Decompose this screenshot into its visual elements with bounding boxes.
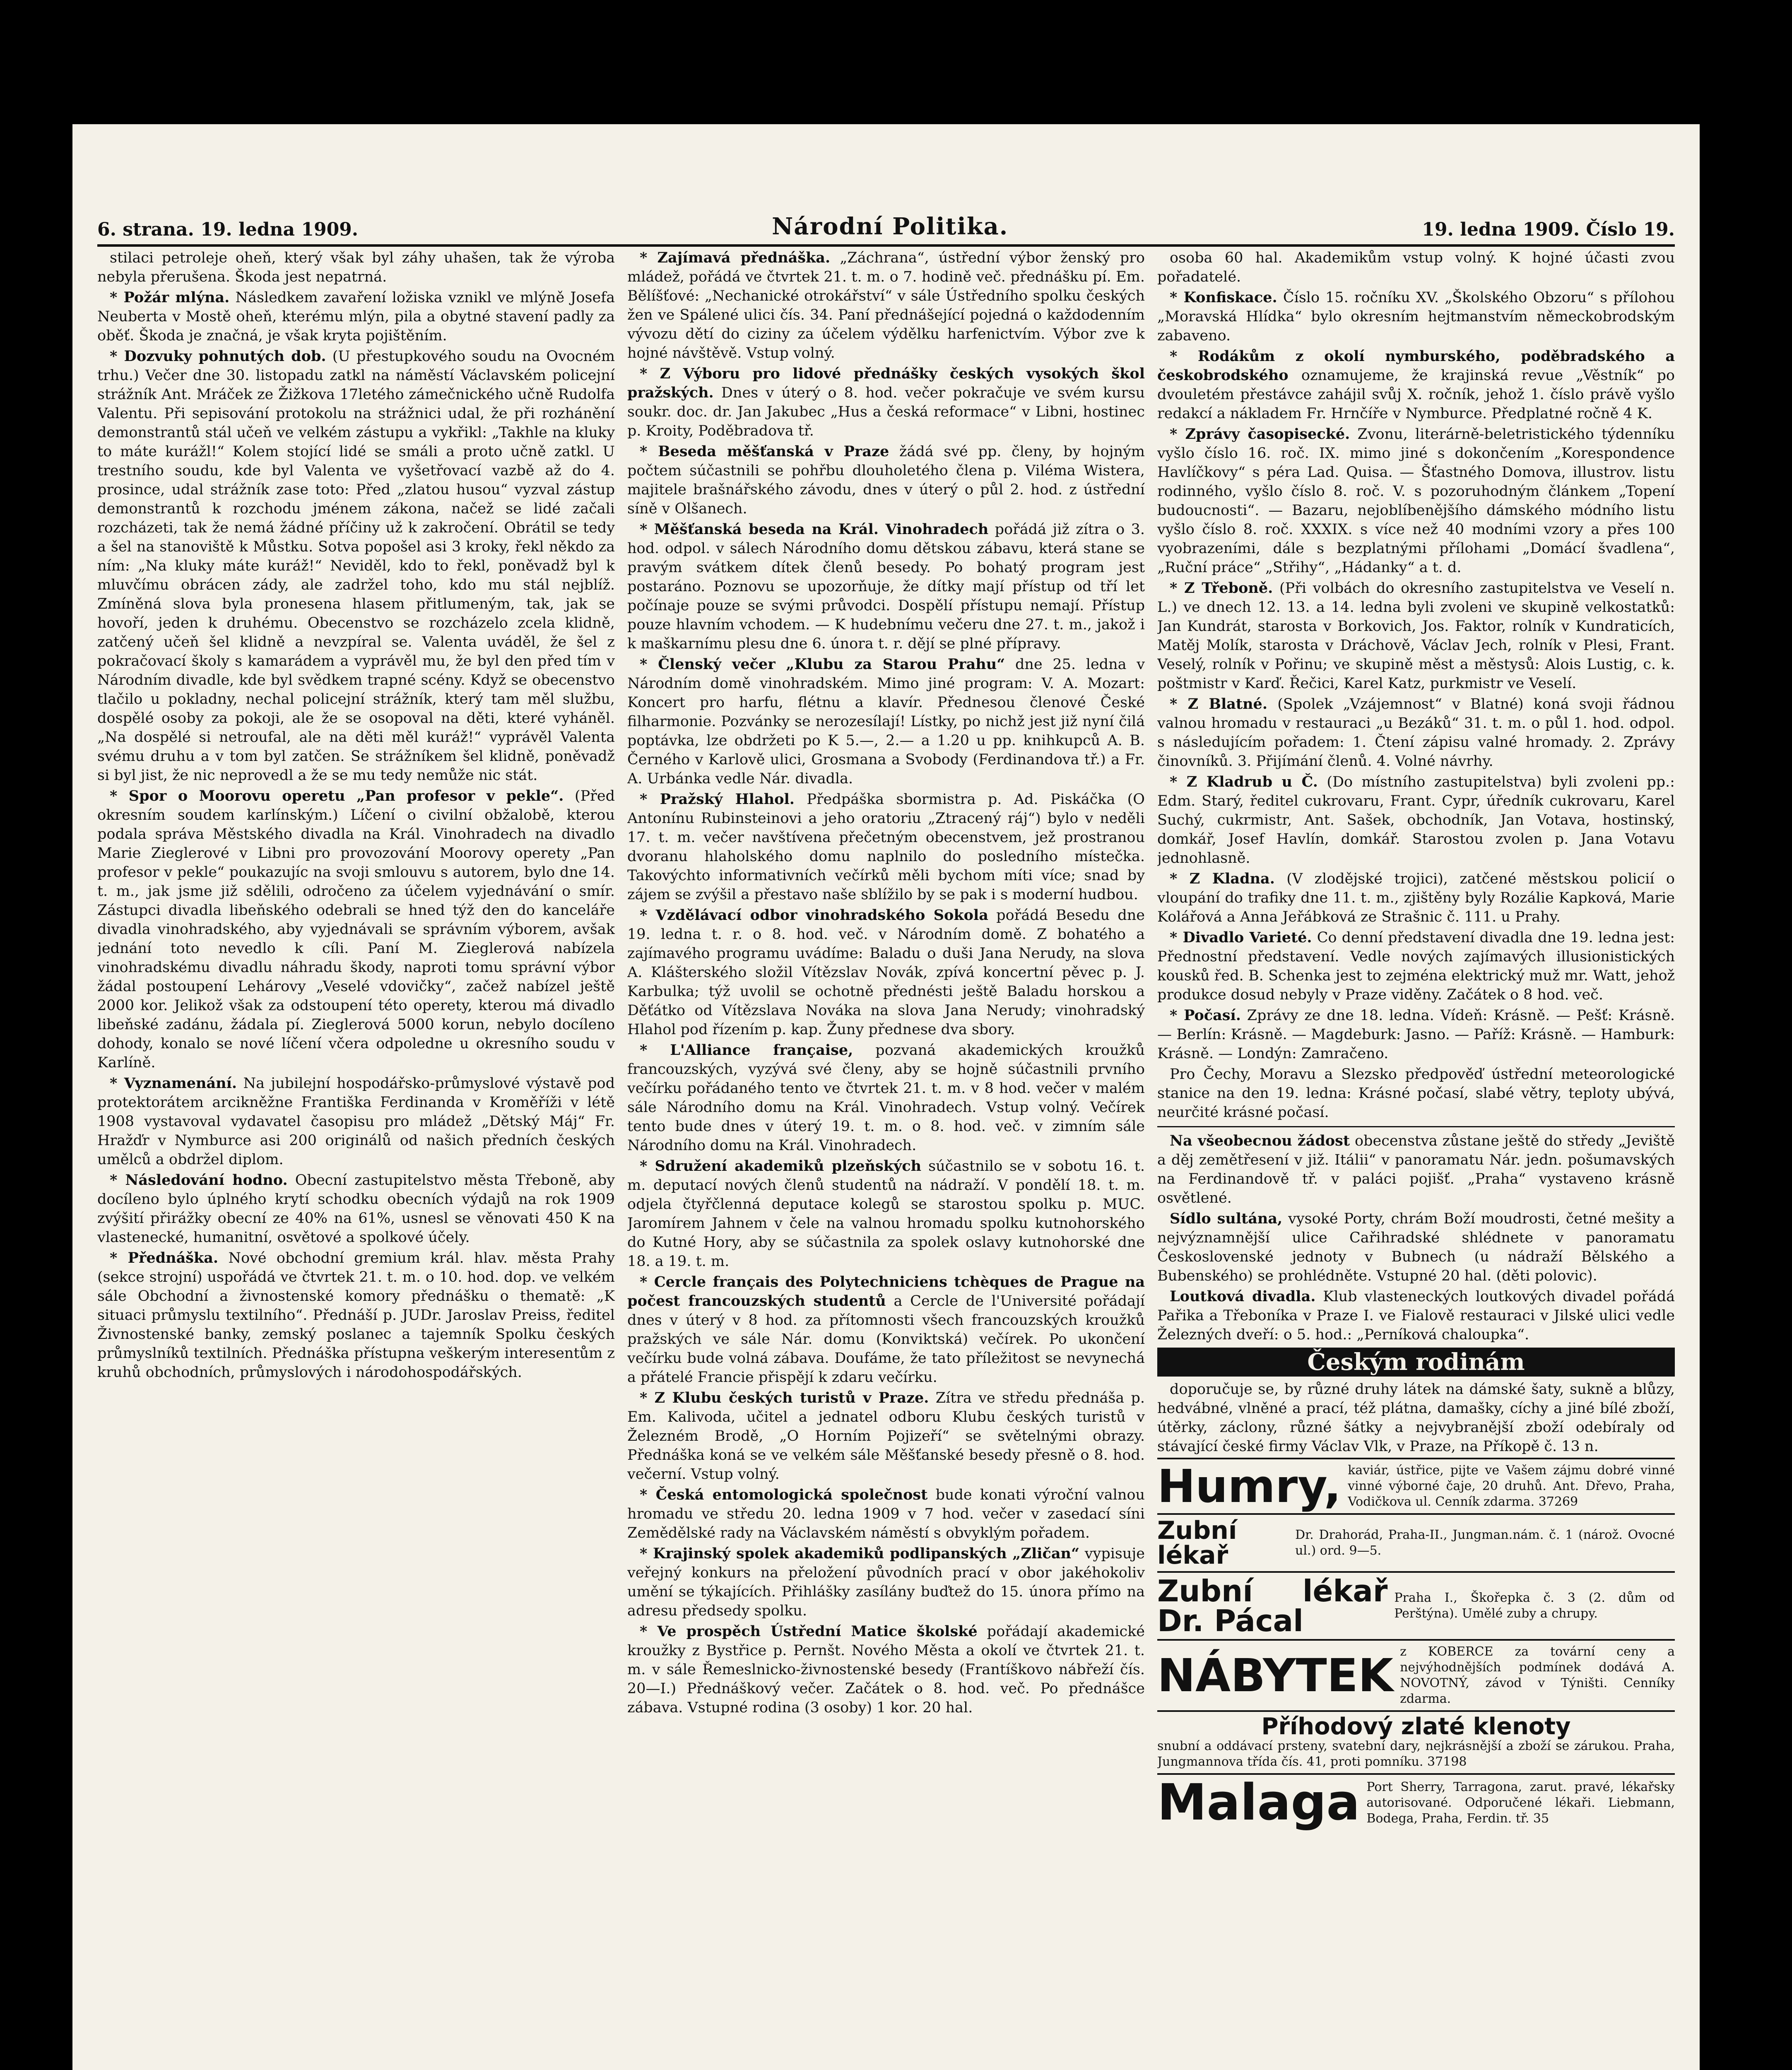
article-text: Zvonu, literárně-beletristického týdenníku vyšlo číslo 16. roč. IX. mimo jiné s dokončením „Korespondence Havlíčkovy“ s péra Lad. Quisa. — Šťastného Domova, illustrov. listu rodinného, vyšlo číslo 8. roč. V. s pozoruhodným článkem „Topení budoucnosti“. — Bazaru, nejoblíbenějšího dámského módního listu vyšlo číslo 8. roč. XXXIX. s více než 40 modními vzory a přes 100 vyobrazeními, dále s bezplatnými přílohami „Domácí švadlena“, „Ruční práce“ „Střihy“, „Hádanky“ a t. d. (1157, 426, 1675, 576)
article-heading: * Pražský Hlahol. (640, 791, 795, 808)
article (627, 1622, 1145, 1717)
ad-text: Dr. Drahorád, Praha-II., Jungman.nám. č. 1 (nárož. Ovocné ul.) ord. 9—5. (1295, 1528, 1675, 1558)
article-heading: * Krajinský spolek akademiků podlipanských „Zličan“ (640, 1545, 1080, 1562)
article-heading: * Z Kladna. (1170, 870, 1275, 887)
article-text: Na jubilejní hospodářsko-průmyslové výstavě pod protektorátem arcikněžne Františka Ferdinanda v Kroměříži v létě 1908 vystavoval vydavatel časopisu pro mládež „Dětský Máj“ Fr. Hražďr v Nymburce asi 200 originálů od našich předních českých umělců a obdržel diplom. (97, 1075, 615, 1168)
divider (1157, 1126, 1675, 1127)
article (1157, 1006, 1675, 1063)
article (1157, 1131, 1675, 1208)
article-text: dne 25. ledna v Národním domě vinohradském. Mimo jiné program: V. A. Mozart: Koncert pro harfu, flétnu a klavír. Přednesou členové České filharmonie. Pozvánky se nerozesílají! Lístky, po nichž jest již nyní čilá poptávka, lze obdržeti po K 5.—, 2.— a 1.20 u pp. knihkupců A. B. Černého v Karlově ulici, Grosmana a Svobody (Ferdinandova tř.) a Fr. A. Urbánka vedle Nár. divadla. (627, 656, 1145, 787)
article-heading: * Rodákům z okolí nymburského, poděbradského a českobrodského (1157, 348, 1675, 384)
article-heading: * Vyznamenání. (110, 1075, 237, 1092)
article-text: „Záchrana“, ústřední výbor ženský pro mládež, pořádá ve čtvrtek 21. t. m. o 7. hodině več. přednášku pí. Em. Bělíšťové: „Nechanické otrokářství“ v sále Ústředního spolku českých žen ve Spálené ulici čís. 34. Paní přednášející pojedná o každodenním vývozu dětí do ciziny za účelem výdělku harfenictvím. Výbor zve k hojné návštěvě. Vstup volný. (627, 250, 1145, 361)
ad-title: Humry, (1157, 1460, 1342, 1513)
article-text: stilaci petroleje oheň, který však byl záhy uhašen, tak že výroba nebyla přerušena. Škoda jest nepatrná. (97, 250, 615, 285)
article-text: Klub vlasteneckých loutkových divadel pořádá Pařika a Třeboníka v Praze I. ve Fialově restauraci v Jilské ulici vedle Železných dveří: o 5. hod.: „Perníková chaloupka“. (1157, 1288, 1675, 1343)
article-text: Zítra ve středu přednáša p. Em. Kalivoda, učitel a jednatel odboru Klubu českých turistů v Železném Brodě, „O Horním Pojizeří“ se světelnými obrazy. Přednáška koná se ve velkém sále Měšťanské besedy přesně o 8. hod. večerní. Vstup volný. (627, 1390, 1145, 1483)
article (97, 288, 615, 345)
ad-title: Příhodový zlaté klenoty (1261, 1713, 1571, 1740)
article-text: (Při volbách do okresního zastupitelstva ve Veselí n. L.) ve dnech 12. 13. a 14. ledna byli zvoleni ve skupině velkostatků: Jan Kundrát, starosta v Borkovich, Jos. Faktor, rolník v Kundraticích, Matěj Molík, starosta v Dráchově, Václav Jech, rolník v Plesi, Frant. Veselý, rolník v Pořinu; ve skupině měst a městysů: Alois Lustig, c. k. poštmistr v Karď. Řečici, Karel Katz, purkmistr ve Veselí. (1157, 580, 1675, 692)
article-text: (Do místního zastupitelstva) byli zvoleni pp.: Edm. Starý, ředitel cukrovaru, Frant. Cypr, úředník cukrovaru, Karel Suchý, cukrmistr, Ant. Sašek, obchodník, Jan Votava, hostinský, domkář, Josef Havlín, domkář. Starostou zvolen p. Jana Votavu jednohlasně. (1157, 774, 1675, 867)
column-3 (1157, 248, 1675, 2070)
article-text: (Spolek „Vzájemnost“ v Blatné) koná svoji řádnou valnou hromadu v restauraci „u Bezáků“ 31. t. m. o půl 1. hod. odpol. s následujícím pořadem: 1. Čtení zápisu valné hromady. 2. Zprávy činovníků. 3. Přijímání členů. 4. Volné návrhy. (1157, 696, 1675, 770)
article (1157, 1209, 1675, 1285)
newspaper-page (72, 124, 1700, 2070)
ad-furniture (1157, 1639, 1675, 1710)
article (1157, 869, 1675, 927)
article-text: Číslo 15. ročníku XV. „Školského Obzoru“ s přílohou „Moravská Hlídka“ bylo okresním hejtmanstvím německobrodským zabaveno. (1157, 289, 1675, 344)
article-heading: * Z Výboru pro lidové přednášky českých vysokých škol pražských. (627, 365, 1145, 401)
article (627, 1157, 1145, 1271)
article-heading: * Z Blatné. (1170, 696, 1268, 712)
article (1157, 579, 1675, 693)
article (1157, 1287, 1675, 1344)
ad-text: Praha I., Škořepka č. 3 (2. dům od Perštýna). Umělé zuby a chrupy. (1394, 1591, 1675, 1621)
article-heading: * Členský večer „Klubu za Starou Prahu“ (640, 656, 1005, 673)
ad-text: doporučuje se, by různé druhy látek na dámské šaty, sukně a blůzy, hedvábné, vlněné a prací, též plátna, damašky, cíchy a jiné bílé zboží, útěrky, záclony, různé šátky a nejvybranější zboží odebíraly od stávající české firmy Václav Vlk, v Praze, na Příkopě č. 13 n. (1157, 1381, 1675, 1455)
article-heading: * Z Třeboně. (1170, 580, 1273, 597)
ad-banner: Českým rodinám (1157, 1348, 1675, 1377)
article (627, 364, 1145, 440)
article-text: Co denní představení divadla dne 19. ledna jest: Přednostní představení. Vedle nových zajímavých illusionistických kousků řed. B. Schenka jest to zejména elektrický muž mr. Watt, jehož produkce dosud nebyly v Praze viděny. Začátek o 8 hod. več. (1157, 929, 1675, 1003)
page-header (97, 207, 1675, 247)
ad-dentist-1 (1157, 1513, 1675, 1571)
article (1157, 928, 1675, 1004)
article-heading: * Spor o Moorovu operetu „Pan profesor v pekle“. (110, 787, 564, 804)
article (1157, 773, 1675, 868)
ad-text: snubní a oddávací prsteny, svatební dary, nejkrásnější a zboží se zárukou. Praha, Jungmannova třída čís. 41, proti pomníku. 37198 (1157, 1739, 1675, 1769)
article-text: súčastnilo se v sobotu 16. t. m. deputací nových členů studentů na nádraží. V pondělí 18. t. m. odjela čtyřčlenná deputace kolegů se starostou spolku p. MUC. Jaromírem Jahnem v čele na valnou hromadu spolku kutnohorského do Kutné Hory, aby se súčastnila za spolek oslavy kutnohorské dne 18. a 19. t. m. (627, 1158, 1145, 1270)
header-right: 19. ledna 1909. Číslo 19. (1422, 219, 1675, 240)
article-text: osoba 60 hal. Akademikům vstup volný. K hojné účasti zvou pořadatelé. (1157, 250, 1675, 285)
ad-text: kaviár, ústřice, pijte ve Vašem zájmu dobré vinné vinné výborné čaje, 20 druhů. Ant. Dřevo, Praha, Vodičkova ul. Cenník zdarma. 37269 (1348, 1463, 1675, 1509)
article (627, 655, 1145, 788)
article-heading: Na všeobecnou žádost (1170, 1132, 1350, 1149)
article-text: obecenstva zůstane ještě do středy „Jeviště a děj zemětřesení v již. Itálii“ v panoramatu Nár. jedn. pošumavských na Ferdinandově tř. v paláci pojišť. „Praha“ vystaveno krásně osvětlené. (1157, 1133, 1675, 1206)
article-text: Nové obchodní gremium král. hlav. města Prahy (sekce strojní) uspořádá ve čtvrtek 21. t. m. o 10. hod. dop. ve velkém sále Obchodní a živnostenské komory přednášku o thematě: „K situaci průmyslu textilního“. Přednáší p. JUDr. Jaroslav Preiss, ředitel Živnostenské banky, zemský poslanec a tajemník Spolku českých průmyslníků textilních. Přednáška přístupna veškerým interesentům z kruhů obchodních, průmyslových i národohospodářských. (97, 1250, 615, 1381)
article-text: vysoké Porty, chrám Boží moudrosti, četné mešity a nejvýznamnější ulice Cařihradské shlédnete v panoramatu Československé jednoty v Bubnech (u nádraží Bělského a Bubenského) se prohlédněte. Vstupné 20 hal. (děti polovic). (1157, 1211, 1675, 1284)
article (1157, 695, 1675, 771)
article-heading: * Z Kladrub u Č. (1170, 773, 1318, 790)
article-text: Předpáška sbormistra p. Ad. Piskáčka (O Antonínu Rubinsteinovi a jeho oratoriu „Ztracený ráj“) bylo v neděli 17. t. m. večer navštívena přečetným obecenstvem, jež prostranou dvoranu hlaholského domu naplnilo do posledního místečka. Takovýchto informativních večírků měli bychom míti více; snad by zájem se zvýšil a přestavo naše sblížilo by se pak i s moderní hudbou. (627, 791, 1145, 903)
article-text: žádá své pp. členy, by hojným počtem súčastnili se pohřbu dlouholetého člena p. Viléma Wistera, majitele brašnářského závodu, dnes v úterý o půl 2. hod. z ústřední síně v Olšanech. (627, 443, 1145, 517)
article (627, 790, 1145, 904)
article-text: Dnes v úterý o 8. hod. večer pokračuje ve svém kursu soukr. doc. dr. Jan Jakubec „Hus a česká reformace“ v Libni, hostinec p. Kroity, Poděbradova tř. (627, 385, 1145, 439)
ad-malaga (1157, 1773, 1675, 1831)
article (97, 787, 615, 1072)
article-heading: * Počasí. (1170, 1007, 1241, 1024)
article-text: vypisuje veřejný konkurs na přeložení původních prací v obor jakéhokoliv umění se týkajících. Přihlášky zasílány buďtež do 15. února přímo na adresu předsedy spolku. (627, 1545, 1145, 1619)
newspaper-title: Národní Politika. (772, 213, 1009, 240)
article-text: oznamujeme, že krajinská revue „Věstník“ po dvouletém přestávce zahájil svůj X. ročník, jehož 1. číslo právě vyšlo redakcí a nákladem Fr. Hrnčíře v Nymburce. Předplatné ročně 4 K. (1157, 367, 1675, 422)
article (627, 248, 1145, 363)
article-text: Zprávy ze dne 18. ledna. Vídeň: Krásně. — Pešť: Krásně. — Berlín: Krásně. — Magdeburk: Jasno. — Paříž: Krásně. — Hamburk: Krásně. — Londýn: Zamračeno. (1157, 1007, 1675, 1062)
article-text: Následkem zavaření ložiska vznikl ve mlýně Josefa Neuberta v Mostě oheň, kterému mlýn, pila a obytné stavení padly za oběť. Škoda je značná, je však kryta pojištěním. (97, 289, 615, 344)
ad-title: Malaga (1157, 1774, 1360, 1832)
ad-title: Zubní lékař (1157, 1516, 1237, 1570)
article-heading: * Požár mlýna. (110, 289, 230, 306)
article (627, 1389, 1145, 1484)
column-2 (627, 248, 1145, 2070)
article (627, 1485, 1145, 1543)
article-text: (V zlodějské trojici), zatčené městskou policií o vloupání do trafiky dne 11. t. m., zjištěny byly Rozálie Kapková, Marie Kolářová a Anna Jeřábková ze Strašnic č. 111. u Prahy. (1157, 871, 1675, 925)
article (1157, 288, 1675, 345)
article (627, 1273, 1145, 1387)
column-1 (97, 248, 615, 2070)
article-heading: * Ve prospěch Ústřední Matice školské (640, 1623, 978, 1640)
article-heading: * Beseda měšťanská v Praze (640, 443, 889, 460)
article-heading: * Zprávy časopisecké. (1170, 426, 1350, 443)
article (627, 906, 1145, 1039)
article (97, 1074, 615, 1169)
ad-dentist-2 (1157, 1571, 1675, 1639)
article-text: bude konati výroční valnou hromadu ve středu 20. ledna 1909 v 7 hod. večer v zasedací síni Zemědělské rady na Václavském náměstí s obvyklým pořadem. (627, 1487, 1145, 1541)
article-text: pořádají akademické kroužky z Bystřice p. Pernšt. Nového Města a okolí ve čtvrtek 21. t. m. v sále Řemeslnicko-živnostenské besedy (Frantíškovo nábřeží čís. 20—I.) Přednáškový večer. Začátek o 8. hod. več. Po přednášce zábava. Vstupné rodina (3 osoby) 1 kor. 20 hal. (627, 1623, 1145, 1716)
article-text: a Cercle de l'Université pořádají dnes v úterý v 8 hod. za přítomnosti všech francouzských kroužků pražských ve sále Nár. domu (Konviktská) večírek. Po ukončení večírku bude volná zábava. Doufáme, že tato příležitost se nevynechá a přátelé Francie přispějí k zdaru večírku. (627, 1293, 1145, 1386)
article-heading: * Zajímavá přednáška. (640, 249, 831, 266)
ad-text: z KOBERCE za tovární ceny a nejvýhodnějších podmínek dodává A. NOVOTNÝ, závod v Týništi. Cenníky zdarma. (1400, 1644, 1675, 1706)
article-heading: Sídlo sultána, (1170, 1210, 1283, 1227)
header-left: 6. strana. 19. ledna 1909. (97, 219, 359, 240)
ad-text: Port Sherry, Tarragona, zarut. pravé, lékařsky autorisované. Odporučené lékaři. Liebmann, Bodega, Praha, Ferdin. tř. 35 (1366, 1780, 1675, 1826)
article-heading: * Vzdělávací odbor vinohradského Sokola (640, 907, 988, 924)
article-heading: Loutková divadla. (1170, 1288, 1316, 1305)
article-text: pořádá již zítra o 3. hod. odpol. v sálech Národního domu dětskou zábavu, která stane se pravým svátkem dítek členů besedy. Po bohatý program jest postaráno. Poznovu se upozorňuje, že dítky mají přístup od tří let počínaje pouze se svými průvodci. Dospělí přístupu nemají. Přístup pouze hlavním vchodem. — K hudebnímu večeru dne 27. t. m., jakož i k maškarnímu plesu dne 6. února t. r. dějí se plné přípravy. (627, 521, 1145, 652)
article-text: Pro Čechy, Moravu a Slezsko předpověď ústřední meteorologické stanice na den 19. ledna: Krásné počasí, slabé větry, teploty ubývá, neurčité krásné počasí. (1157, 1066, 1675, 1121)
ad-title: Zubní lékař Dr. Pácal (1157, 1574, 1388, 1638)
article-heading: * Sdružení akademiků plzeňských (640, 1158, 922, 1175)
article-heading: * Dozvuky pohnutých dob. (110, 348, 326, 365)
article-heading: * Přednáška. (110, 1249, 219, 1266)
article (627, 520, 1145, 653)
ad-jewels (1157, 1710, 1675, 1773)
article-text: (U přestupkového soudu na Ovocném trhu.) Večer dne 30. listopadu zatkl na náměstí Václavském policejní strážník Ant. Mráček ze Žižkova 17letého zámečnického učně Rudolfa Valentu. Při sepisování protokolu na strážnici udal, že při rozhánění demonstrantů stál učeň ve velkém zástupu a vykřikl: „Takhle na kluky to máte kurážl!“ Kolem stojící lidé se smáli a proto učně zatkl. U trestního soudu, kde byl Valenta ve vyšetřovací vazbě až do 4. prosince, udal strážník zase toto: Před „zlatou husou“ vyzval zástup demonstrantů k rozchodu jménem zákona, načež se lidé začali rozcházeti, tak že nemá žádné příčiny už k zakročení. Obrátil se tedy a šel na stanoviště k Můstku. Sotva popošel asi 3 kroky, řekl někdo za ním: „Na kluky máte kuráž!“ Neviděl, kdo to řekl, poněvadž byl k mluvčímu obrácen zády, ale zadržel toho, kdo mu stál nejblíž. Zmíněná slova byla pronesena hlasem přitlumeným, tak, jak se hovoří, jeden k druhému. Obecenstvo se rozcházelo zcela klidně, zatčený učeň šel klidně a nevzpíral se. Valenta uváděl, že šel z pokračovací školy s kamarádem a vyprávěl mu, že byl den před tím v Národním divadle, kde byl svědkem trapné scény. Když se obecenstvo tlačilo u pokladny, nechal policejní strážník, který tam měl službu, dospělé osoby za pokoji, ale že se osopoval na děti, které vyháněl. „Na dospělé si netroufal, ale na děti měl kuráž!“ vyprávěl Valenta svému druhu a v tom byl zatčen. Se strážníkem šel klidně, poněvadž si byl jist, že nic neprovedl a že se mu tedy nemůže nic stát. (97, 348, 615, 784)
article-heading: * L'Alliance française, (640, 1042, 853, 1059)
article (1157, 347, 1675, 423)
article (97, 347, 615, 785)
article-heading: * Cercle français des Polytechniciens tchèques de Prague na počest francouzských studentů (627, 1273, 1145, 1309)
article-heading: * Konfiskace. (1170, 289, 1277, 306)
article-text: (Před okresním soudem karlínským.) Líčení o civilní obžalobě, kterou podala správa Městského divadla na Král. Vinohradech na divadlo Marie Zieglerové v Libni pro provozování Moorovy operety „Pan profesor v pekle“ poukazujíc na svoji smlouvu s autorem, bylo dne 14. t. m., jak jsme již sdělili, odročeno za účelem vyjednávání o smír. Zástupci divadla libeňského odebrali se hned týž den do kanceláře divadla vinohradského, aby vyjednávali se správním výborem, avšak jednání toto nevedlo k cíli. Paní M. Zieglerová nabízela vinohradskému divadlu náhradu škody, naproti tomu správní výbor žádal postoupení Lehárovy „Veselé vdovičky“, začež nabízel ještě 2000 kor. Jelikož však za odstoupení této operety, kterou má divadlo libeňské zadánu, žádala pí. Zieglerová 5000 korun, nebylo docíleno dohody, konalo se nové líčení včera odpoledne u okresního soudu v Karlíně. (97, 788, 615, 1071)
article (1157, 425, 1675, 577)
ad-humry (1157, 1458, 1675, 1513)
article (97, 1249, 615, 1382)
article-heading: * Následování hodno. (110, 1172, 288, 1189)
article-text: pořádá Besedu dne 19. ledna t. r. o 8. hod. več. v Národním domě. Z bohatého a zajímavého programu uvádíme: Baladu o duši Jana Nerudy, na slova A. Klášterského složil Vítězslav Novák, zpívá koncertní pěvec p. J. Karbulka; týž uvolil se ochotně přednésti ještě Baladu horskou a Děťátko od Vítězslava Nováka na slova Jana Nerudy; vinohradský Hlahol pod řízením p. kap. Žuny přednese dva sbory. (627, 907, 1145, 1038)
article (97, 1171, 615, 1247)
article (627, 442, 1145, 518)
ad-title: NÁBYTEK (1157, 1649, 1394, 1702)
article (627, 1544, 1145, 1620)
article-text: pozvaná akademických kroužků francouzských, vyzývá své členy, aby se hojně súčastnili prvního večírku pořádaného tento ve čtvrtek 21. t. m. v 8 hod. večer v malém sále Národního domu na Král. Vinohradech. Vstup volný. Večírek tento bude dnes v úterý 19. t. m. o 8. hod. več. v zimním sále Národního domu na Král. Vinohradech. (627, 1042, 1145, 1154)
article-heading: * Divadlo Varieté. (1170, 929, 1312, 946)
article-heading: * Česká entomologická společnost (640, 1486, 928, 1503)
article-heading: * Měšťanská beseda na Král. Vinohradech (640, 521, 989, 538)
article-heading: * Z Klubu českých turistů v Praze. (640, 1389, 929, 1406)
article-text: Obecní zastupitelstvo města Třeboně, aby docíleno bylo úplného krytí schodku obecních výdajů na rok 1909 zvýšití přirážky obecní ze 40% na 61%, usnesl se věnovati 450 K na vlastenecké, humanitní, osvětové a spolkové účely. (97, 1172, 615, 1246)
columns (97, 248, 1675, 2070)
article (627, 1041, 1145, 1155)
